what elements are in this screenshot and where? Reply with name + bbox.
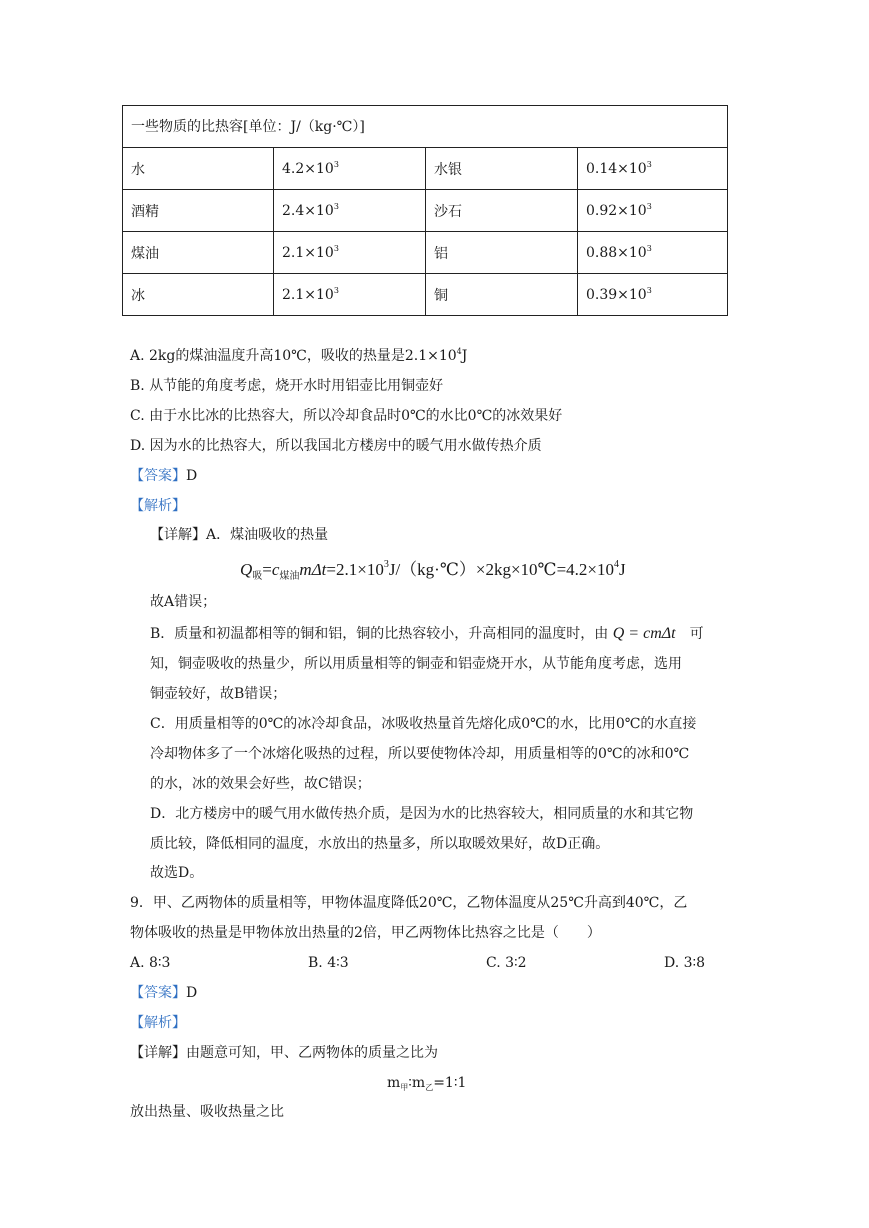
substance-value: $0.14\times 10^3$ — [578, 148, 728, 190]
answer-value: D — [186, 985, 198, 1001]
mass-ratio: $m_甲∶m_乙=1∶1$ — [387, 1075, 467, 1092]
paragraph: C．用质量相等的0℃的冰冷却食品，冰吸收热量首先熔化成0℃的水，比用0℃的水直接 — [150, 716, 697, 732]
substance-name: 水银 — [426, 148, 578, 190]
paragraph: 故选D。 — [150, 865, 204, 881]
q9-option-c: C. 3∶2 — [486, 955, 527, 971]
analysis-tag: 【解析】 — [130, 1015, 186, 1031]
substance-name: 酒精 — [123, 190, 274, 232]
detail-heading: 【详解】A．煤油吸收的热量 — [150, 527, 329, 543]
paragraph: B．质量和初温都相等的铜和铝，铜的比热容较小，升高相同的温度时，由 Q = cmΔt 可 — [150, 625, 704, 642]
substance-name: 铝 — [426, 232, 578, 274]
substance-value: $0.88\times 10^3$ — [578, 232, 728, 274]
question-9-line2: 物体吸收的热量是甲物体放出热量的2倍，甲乙两物体比热容之比是（ ） — [130, 925, 601, 941]
substance-value: $2.1\times 10^3$ — [274, 232, 426, 274]
answer-line — [130, 983, 197, 1003]
q9-option-b: B. 4∶3 — [308, 955, 349, 971]
q9-option-d: D. 3∶8 — [664, 955, 706, 971]
inline-formula: Q = cmΔt — [612, 625, 676, 642]
specific-heat-table — [122, 105, 728, 316]
substance-name: 沙石 — [426, 190, 578, 232]
answer-tag: 【答案】 — [130, 985, 186, 1001]
table-row — [123, 232, 728, 274]
answer-value: D — [186, 468, 198, 484]
option-b: B. 从节能的角度考虑，烧开水时用铝壶比用铜壶好 — [130, 378, 444, 394]
detail-heading: 【详解】由题意可知，甲、乙两物体的质量之比为 — [130, 1045, 438, 1061]
paragraph: 铜壶较好，故B错误； — [150, 686, 287, 702]
table-row — [123, 148, 728, 190]
answer-line — [130, 466, 197, 486]
substance-value: $0.92\times 10^3$ — [578, 190, 728, 232]
heat-formula: $Q_吸=c_{煤油}m\Delta t=2.1\times 10^3J/(kg\cdot℃)\times 2kg\times 10℃=4.2\times 10^4J$ — [240, 559, 626, 582]
paragraph: D．北方楼房中的暖气用水做传热介质，是因为水的比热容较大，相同质量的水和其它物 — [150, 806, 694, 822]
substance-value: $2.1\times 10^3$ — [274, 274, 426, 316]
paragraph: 冷却物体多了一个冰熔化吸热的过程，所以要使物体冷却，用质量相等的0℃的冰和0℃ — [150, 746, 690, 762]
option-d: D. 因为水的比热容大，所以我国北方楼房中的暖气用水做传热介质 — [130, 438, 542, 454]
substance-name: 冰 — [123, 274, 274, 316]
substance-value: $4.2\times 10^3$ — [274, 148, 426, 190]
question-9-line1: 9．甲、乙两物体的质量相等，甲物体温度降低20℃，乙物体温度从25℃升高到40℃，乙 — [130, 895, 688, 911]
substance-name: 煤油 — [123, 232, 274, 274]
paragraph: 放出热量、吸收热量之比 — [130, 1104, 284, 1120]
answer-tag: 【答案】 — [130, 468, 186, 484]
table-row — [123, 190, 728, 232]
substance-name: 铜 — [426, 274, 578, 316]
paragraph: 质比较，降低相同的温度，水放出的热量多，所以取暖效果好，故D正确。 — [150, 836, 610, 852]
q9-option-a: A. 8∶3 — [130, 955, 171, 971]
paragraph: 故A错误； — [150, 594, 217, 610]
analysis-tag: 【解析】 — [130, 498, 186, 514]
option-a: A. 2kg的煤油温度升高10℃，吸收的热量是$2.1\times 10^4J$ — [130, 347, 468, 364]
paragraph: 知，铜壶吸收的热量少，所以用质量相等的铜壶和铝壶烧开水，从节能角度考虑，选用 — [150, 656, 682, 672]
substance-value: $0.39\times 10^3$ — [578, 274, 728, 316]
substance-value: $2.4\times 10^3$ — [274, 190, 426, 232]
option-c: C. 由于水比冰的比热容大，所以冷却食品时0℃的水比0℃的冰效果好 — [130, 408, 563, 424]
substance-name: 水 — [123, 148, 274, 190]
paragraph: 的水，冰的效果会好些，故C错误； — [150, 776, 371, 792]
table-row — [123, 274, 728, 316]
table-header: 一些物质的比热容[单位：J/（kg·℃）] — [123, 106, 728, 148]
